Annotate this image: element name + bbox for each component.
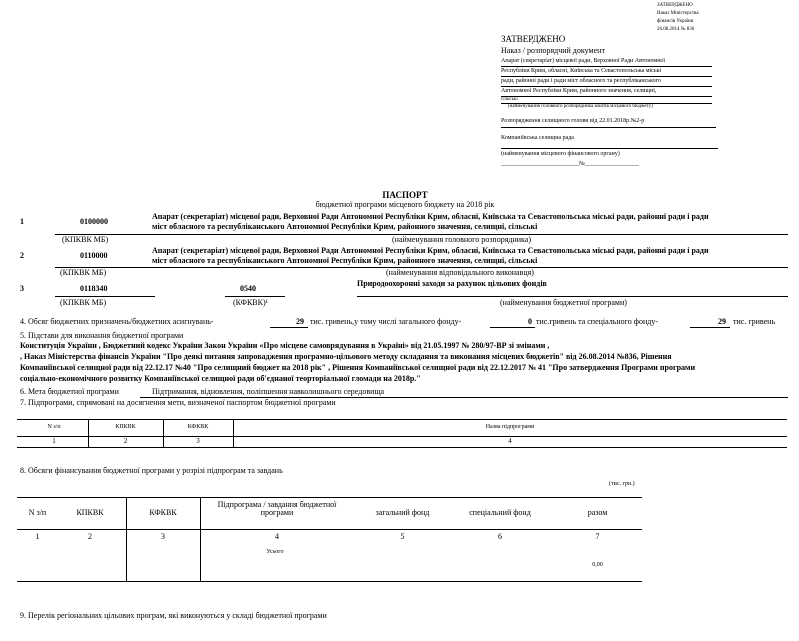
table8-colnum: 1 <box>35 532 40 541</box>
section6-label: 6. Мета бюджетної програми <box>20 387 119 396</box>
table7-header: КПКВК <box>115 424 136 430</box>
row-kfkvk: 0540 <box>240 284 256 293</box>
approval-org-line: Апарат (секретаріат) місцевої ради, Верховної Ради Автономної <box>501 58 666 64</box>
row-code: 0110000 <box>80 251 108 260</box>
table8-total-value: 0,00 <box>592 562 603 568</box>
caption-kpkvk: (КПКВК МБ) <box>60 298 107 307</box>
caption-kfkvk: (КФКВК)¹ <box>233 298 269 307</box>
approval-fin-caption: (найменування місцевого фінансового органу) <box>501 151 620 157</box>
section5-line: Компаніївської селищної ради від 22.12.17 №40 "Про селищний бюджет на 2018 рік" , Рішення Компаніївської селищної ради від 22.12.2017 № 41 "Про затвердження Програми програми <box>20 363 696 372</box>
table8-header: КПКВК <box>76 508 104 517</box>
section6-value: Підтримання, відновлення, поліпшення навколишнього середовища <box>152 387 385 396</box>
approval-org-line: ради, районні ради і ради міст обласного та республіканського <box>501 78 661 84</box>
table7-header: Назва підпрограми <box>485 424 535 430</box>
approval-number-line: __________________________№__________________ <box>501 161 639 167</box>
table8-header: загальний фонд <box>375 508 430 517</box>
caption-kpkvk: (КПКВК МБ) <box>60 268 107 277</box>
table8-header: разом <box>587 508 608 517</box>
approval-org-line: Автономної Республіки Крим, районного значення, селищні, <box>501 88 657 94</box>
section9-label: 9. Перелік регіональних цільових програм, які виконуються у складі бюджетної програми <box>20 611 327 620</box>
corner-approval-line: 26.08.2014 № 836 <box>657 27 695 32</box>
corner-approval-line: фінансів України <box>657 19 694 24</box>
approval-org-caption: (найменування головного розпорядника коштів місцевого бюджету) <box>508 104 653 109</box>
row-text: Природоохоронні заходи за рахунок цільових фондів <box>357 279 547 288</box>
table7-header: КФКВК <box>187 424 209 430</box>
table7-colnum: 3 <box>196 437 200 445</box>
table7-colnum: 4 <box>508 437 512 445</box>
corner-approval-line: Наказ Міністерства <box>657 11 699 16</box>
section4-label: 4. Обсяг бюджетних призначень/бюджетних асигнувань- <box>20 317 214 326</box>
row-code: 0100000 <box>80 217 108 226</box>
section5-label: 5. Підстави для виконання бюджетної програми <box>20 331 184 340</box>
caption-main-manager: (найменування головного розпорядника) <box>392 235 531 244</box>
approval-org-line: сільські <box>501 97 518 102</box>
table7-header: N з/п <box>47 424 61 430</box>
passport-title: ПАСПОРТ <box>382 190 428 200</box>
section5-line: соціально-економічного розвитку Компаніївської селищної ради об'єднаної теорторіальної гломади на 2018р." <box>20 374 421 383</box>
section4-special: 29 <box>718 317 726 326</box>
caption-executor: (найменування відповідального виконавця) <box>386 268 534 277</box>
section4-text: тис. гривень,у тому числі загального фонду- <box>310 317 462 326</box>
table8-colnum: 7 <box>595 532 600 541</box>
passport-subtitle: бюджетної програми місцевого бюджету на 2018 рік <box>315 200 495 209</box>
section5-line: Конституція України , Бюджетний кодекс України Закон України «Про місцеве самоврядування в Україні» від 21.05.1997 № 280/97-ВР зі змінами , <box>20 341 550 350</box>
section4-text: тис. гривень <box>733 317 776 326</box>
section8-unit: (тис. грн.) <box>609 481 635 487</box>
section8-label: 8. Обсяги фінансування бюджетної програми у розрізі підпрограм та завдань <box>20 466 283 475</box>
section5-line: , Наказ Міністерства фінансів України "Про деякі питання запровадження програмно-цільового методу складання та виконання місцевих бюджетів" від 26.08.2014 №836, Рішення <box>20 352 672 361</box>
table7-colnum: 2 <box>123 437 128 445</box>
row-code: 0118340 <box>80 284 108 293</box>
table8-header: спеціальний фонд <box>469 508 531 517</box>
table8-header: Підпрограма / завдання бюджетної програми <box>217 500 337 518</box>
section4-text: тис.гривень та спеціального фонду- <box>536 317 658 326</box>
approval-doc-type: Наказ / розпорядчий документ <box>501 46 605 55</box>
table8-header: N з/п <box>28 508 47 517</box>
approval-fin-org: Компаніївська селищна рада <box>501 135 574 141</box>
row-text: міст обласного та республіканського Автономної Республіки Крим, районного значення, селищні, сільські <box>152 222 538 231</box>
corner-approval-title: ЗАТВЕРДЖЕНО <box>657 3 693 8</box>
table8-colnum: 3 <box>161 532 165 541</box>
section4-general: 0 <box>528 317 532 326</box>
section4-total: 29 <box>296 317 304 326</box>
table8-colnum: 2 <box>88 532 92 541</box>
approval-org-line: Республіки Крим, обласні, Київська та Севастопольська міські <box>501 68 662 74</box>
table8-header: КФКВК <box>149 508 177 517</box>
table8-colnum: 5 <box>400 532 405 541</box>
approval-order: Розпорядження селищного голови від 22.01.2018р.№2-р <box>501 118 645 124</box>
table7-colnum: 1 <box>52 437 56 445</box>
caption-program: (найменування бюджетної програми) <box>500 298 627 307</box>
row-text: Апарат (секретаріат) місцевої ради, Верховної Ради Автономної Республіки Крим, обласні, Київська та Севастопольська міські ради, районні ради і ради <box>152 246 709 255</box>
row-number: 2 <box>20 251 24 260</box>
row-text: Апарат (секретаріат) місцевої ради, Верховної Ради Автономної Республіки Крим, обласні, Київська та Севастопольська міські ради, районні ради і ради <box>152 212 709 221</box>
row-number: 1 <box>20 217 24 226</box>
row-text: міст обласного та республіканського Автономної Республіки Крим, районного значення, селищні, сільські <box>152 256 538 265</box>
table8-colnum: 6 <box>498 532 502 541</box>
row-number: 3 <box>20 284 24 293</box>
table8-colnum: 4 <box>275 532 279 541</box>
table8-total-label: Усього <box>266 549 284 555</box>
approval-title: ЗАТВЕРДЖЕНО <box>501 34 566 44</box>
caption-kpkvk: (КПКВК МБ) <box>62 235 109 244</box>
section7-label: 7. Підпрограми, спрямовані на досягнення мети, визначеної паспортом бюджетної програми <box>20 398 336 407</box>
